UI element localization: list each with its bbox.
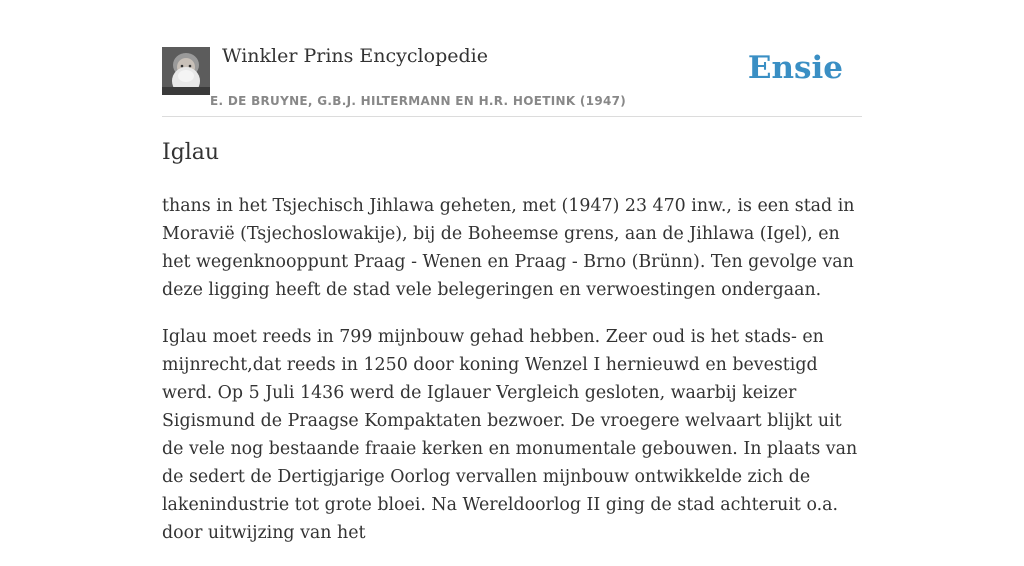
author-portrait-avatar[interactable] xyxy=(162,47,210,95)
entry-paragraph: thans in het Tsjechisch Jihlawa geheten, met (1947) 23 470 inw., is een stad in Moravië (Tsjechoslowakije), bij de Boheemse grens, aan de Jihlawa (Igel), en het wegenknooppunt Praag - Wenen en Praag - Brno (Brünn). Ten gevolge van deze ligging heeft de stad vele belegeringen en verwoestingen ondergaan. xyxy=(162,196,855,300)
portrait-icon xyxy=(162,47,210,95)
entry-title: Iglau xyxy=(162,140,220,165)
article-container xyxy=(162,0,862,543)
source-authors: E. DE BRUYNE, G.B.J. HILTERMANN EN H.R. HOETINK (1947) xyxy=(210,94,627,108)
source-header xyxy=(162,0,862,117)
entry-body xyxy=(162,192,862,566)
source-title[interactable]: Winkler Prins Encyclopedie xyxy=(222,45,488,67)
entry-paragraph: Iglau moet reeds in 799 mijnbouw gehad hebben. Zeer oud is het stads- en mijnrecht,dat reeds in 1250 door koning Wenzel I hernieuwd en bevestigd werd. Op 5 Juli 1436 werd de Iglauer Vergleich gesloten, waarbij keizer Sigismund de Praagse Kompaktaten bezwoer. De vroegere welvaart blijkt uit de vele nog bestaande fraaie kerken en monumentale gebouwen. In plaats van de sedert de Dertigjarige Oorlog vervallen mijnbouw ontwikkelde zich de lakenindustrie tot grote bloei. Na Wereldoorlog II ging de stad achteruit o.a. door uitwijzing van het xyxy=(162,327,858,543)
ensie-brand-logo[interactable]: Ensie xyxy=(747,50,843,86)
